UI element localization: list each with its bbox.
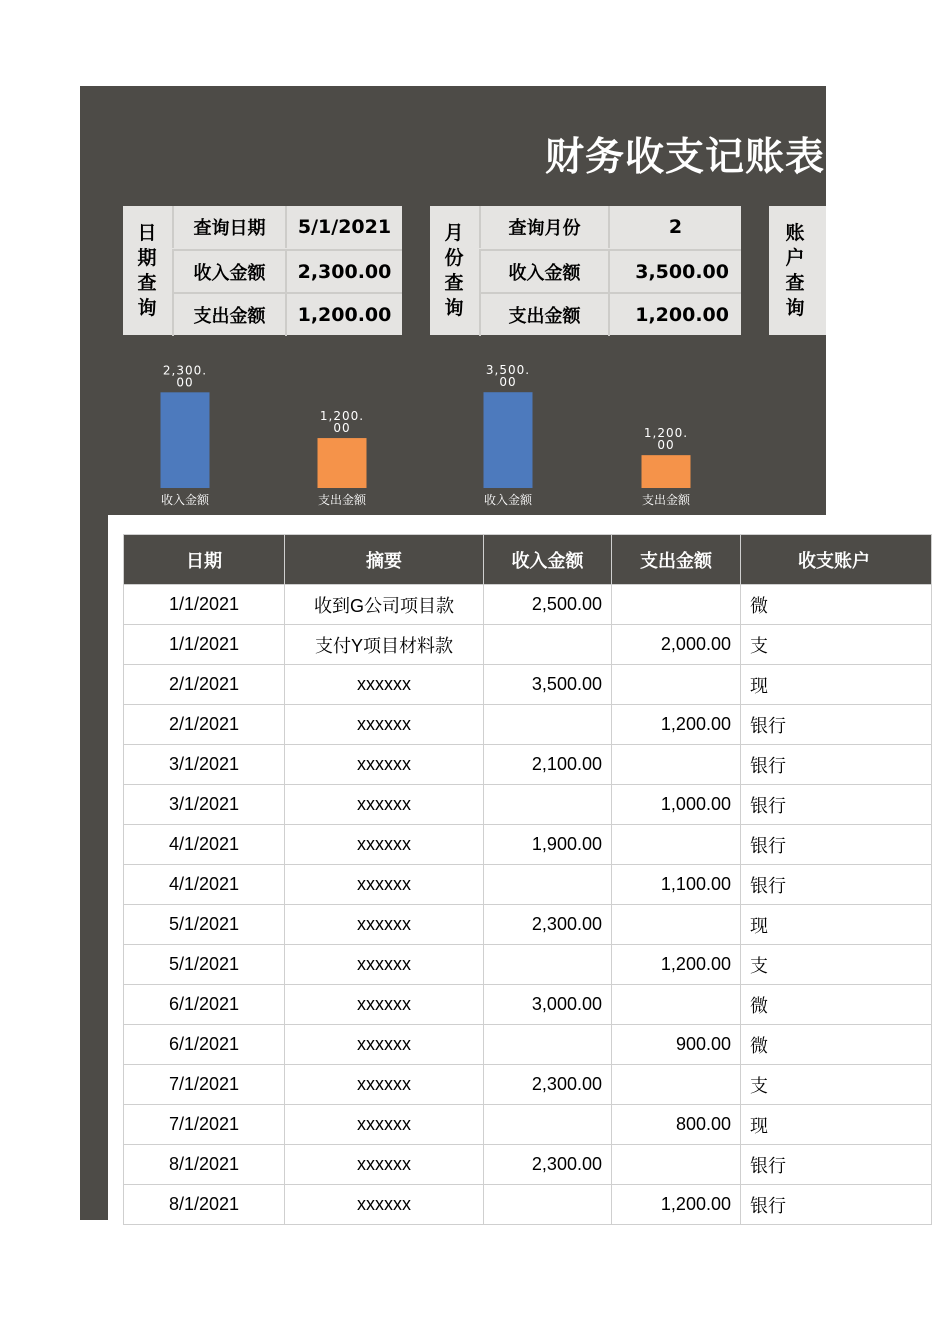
cell-income[interactable] — [484, 865, 612, 905]
cell-income[interactable] — [484, 785, 612, 825]
ledger-table-container — [123, 534, 870, 1224]
chart-data-label: 1,200. 00 — [643, 426, 689, 453]
cell-date[interactable]: 6/1/2021 — [124, 1025, 285, 1065]
cell-memo[interactable]: xxxxxx — [285, 825, 484, 865]
cell-expense[interactable]: 900.00 — [612, 1025, 741, 1065]
chart-bar — [161, 392, 210, 488]
month-expense-row — [479, 292, 741, 336]
column-header-date[interactable]: 日期 — [124, 535, 285, 585]
ledger-body — [124, 585, 932, 1225]
chart-category-label: 收入金额 — [160, 493, 210, 507]
cell-expense[interactable] — [612, 665, 741, 705]
cell-account[interactable]: 支 — [741, 625, 932, 665]
chart-category-label: 支出金额 — [317, 493, 367, 507]
cell-expense[interactable] — [612, 1145, 741, 1185]
cell-income[interactable] — [484, 1185, 612, 1225]
cell-account[interactable]: 微 — [741, 585, 932, 625]
cell-date[interactable]: 6/1/2021 — [124, 985, 285, 1025]
query-date-key: 查询日期 — [172, 206, 285, 248]
date-expense-key: 支出金额 — [172, 294, 285, 336]
cell-income[interactable] — [484, 625, 612, 665]
cell-expense[interactable]: 1,200.00 — [612, 945, 741, 985]
cell-memo[interactable]: xxxxxx — [285, 985, 484, 1025]
cell-memo[interactable]: 收到G公司项目款 — [285, 585, 484, 625]
cell-memo[interactable]: xxxxxx — [285, 665, 484, 705]
date-query-panel — [123, 206, 402, 335]
label-char: 查 — [137, 271, 157, 294]
cell-income[interactable]: 3,500.00 — [484, 665, 612, 705]
cell-date[interactable]: 4/1/2021 — [124, 825, 285, 865]
cell-memo[interactable]: xxxxxx — [285, 905, 484, 945]
cell-income[interactable] — [484, 1105, 612, 1145]
cell-expense[interactable] — [612, 585, 741, 625]
column-header-income[interactable]: 收入金额 — [484, 535, 612, 585]
cell-memo[interactable]: 支付Y项目材料款 — [285, 625, 484, 665]
cell-memo[interactable]: xxxxxx — [285, 1065, 484, 1105]
cell-expense[interactable] — [612, 745, 741, 785]
account-query-label — [769, 206, 821, 335]
date-expense-row — [172, 292, 402, 336]
page-title: 财务收支记账表 — [545, 135, 826, 180]
cell-expense[interactable] — [612, 985, 741, 1025]
cell-date[interactable]: 8/1/2021 — [124, 1185, 285, 1225]
cell-expense[interactable] — [612, 1065, 741, 1105]
cell-date[interactable]: 7/1/2021 — [124, 1105, 285, 1145]
cell-account[interactable]: 银行 — [741, 825, 932, 865]
cell-expense[interactable]: 800.00 — [612, 1105, 741, 1145]
cell-memo[interactable]: xxxxxx — [285, 1185, 484, 1225]
cell-account[interactable]: 微 — [741, 1025, 932, 1065]
table-row[interactable] — [124, 785, 932, 825]
cell-income[interactable]: 2,300.00 — [484, 1065, 612, 1105]
cell-income[interactable] — [484, 1025, 612, 1065]
table-row[interactable] — [124, 945, 932, 985]
cell-date[interactable]: 7/1/2021 — [124, 1065, 285, 1105]
month-income-value: 3,500.00 — [608, 251, 741, 293]
cell-date[interactable]: 2/1/2021 — [124, 665, 285, 705]
cell-account[interactable]: 现 — [741, 665, 932, 705]
chart-data-label: 1,200. 00 — [319, 409, 365, 436]
ledger-table — [123, 534, 932, 1225]
table-row[interactable] — [124, 1025, 932, 1065]
account-query-panel — [769, 206, 826, 335]
table-row[interactable] — [124, 1185, 932, 1225]
month-query-panel — [430, 206, 741, 335]
cell-income[interactable]: 2,300.00 — [484, 1145, 612, 1185]
chart-data-label: 3,500. 00 — [485, 363, 531, 390]
label-char: 期 — [137, 246, 157, 269]
table-row[interactable] — [124, 745, 932, 785]
cell-income[interactable]: 3,000.00 — [484, 985, 612, 1025]
month-expense-key: 支出金额 — [479, 294, 608, 336]
cell-memo[interactable]: xxxxxx — [285, 1105, 484, 1145]
cell-income[interactable]: 2,100.00 — [484, 745, 612, 785]
month-income-row — [479, 249, 741, 293]
cell-expense[interactable]: 1,200.00 — [612, 705, 741, 745]
date-expense-value: 1,200.00 — [285, 294, 402, 336]
cell-account[interactable]: 银行 — [741, 865, 932, 905]
cell-date[interactable]: 8/1/2021 — [124, 1145, 285, 1185]
cell-account[interactable]: 支 — [741, 945, 932, 985]
column-header-memo[interactable]: 摘要 — [285, 535, 484, 585]
cell-expense[interactable]: 1,000.00 — [612, 785, 741, 825]
cell-memo[interactable]: xxxxxx — [285, 745, 484, 785]
table-row[interactable] — [124, 985, 932, 1025]
table-row[interactable] — [124, 705, 932, 745]
label-char: 询 — [137, 296, 157, 319]
column-header-account[interactable]: 收支账户 — [741, 535, 932, 585]
cell-date[interactable]: 1/1/2021 — [124, 585, 285, 625]
month-income-key: 收入金额 — [479, 251, 608, 293]
cell-account[interactable]: 银行 — [741, 1185, 932, 1225]
date-query-label — [123, 206, 171, 335]
cell-memo[interactable]: xxxxxx — [285, 945, 484, 985]
table-row[interactable] — [124, 625, 932, 665]
label-char: 查 — [444, 271, 464, 294]
date-income-value: 2,300.00 — [285, 251, 402, 293]
label-char: 账 — [785, 221, 805, 244]
month-expense-value: 1,200.00 — [608, 294, 741, 336]
column-header-expense[interactable]: 支出金额 — [612, 535, 741, 585]
label-char: 份 — [444, 246, 464, 269]
cell-date[interactable]: 4/1/2021 — [124, 865, 285, 905]
cell-account[interactable]: 现 — [741, 1105, 932, 1145]
cell-income[interactable] — [484, 705, 612, 745]
chart-category-label: 支出金额 — [641, 493, 691, 507]
table-row[interactable] — [124, 585, 932, 625]
table-header-row — [124, 535, 932, 585]
cell-date[interactable]: 5/1/2021 — [124, 945, 285, 985]
chart-category-label: 收入金额 — [483, 493, 533, 507]
chart-bar — [484, 392, 533, 488]
cell-account[interactable]: 支 — [741, 1065, 932, 1105]
cell-memo[interactable]: xxxxxx — [285, 1145, 484, 1185]
label-char: 查 — [785, 271, 805, 294]
table-row[interactable] — [124, 1105, 932, 1145]
cell-account[interactable]: 现 — [741, 905, 932, 945]
cell-date[interactable]: 1/1/2021 — [124, 625, 285, 665]
date-income-row — [172, 249, 402, 293]
label-char: 日 — [137, 221, 157, 244]
cell-income[interactable]: 1,900.00 — [484, 825, 612, 865]
label-char: 月 — [444, 221, 464, 244]
cell-income[interactable]: 2,500.00 — [484, 585, 612, 625]
cell-expense[interactable]: 1,200.00 — [612, 1185, 741, 1225]
chart-bar — [318, 438, 367, 488]
table-row[interactable] — [124, 1065, 932, 1105]
label-char: 户 — [785, 246, 805, 269]
query-date-input[interactable]: 5/1/2021 — [285, 206, 402, 248]
cell-memo[interactable]: xxxxxx — [285, 1025, 484, 1065]
cell-memo[interactable]: xxxxxx — [285, 705, 484, 745]
cell-income[interactable] — [484, 945, 612, 985]
table-row[interactable] — [124, 905, 932, 945]
query-month-key: 查询月份 — [479, 206, 608, 248]
cell-expense[interactable] — [612, 905, 741, 945]
cell-expense[interactable]: 1,100.00 — [612, 865, 741, 905]
cell-expense[interactable]: 2,000.00 — [612, 625, 741, 665]
left-strip — [80, 515, 108, 1220]
cell-date[interactable]: 5/1/2021 — [124, 905, 285, 945]
table-row[interactable] — [124, 825, 932, 865]
title-bar — [80, 86, 826, 204]
cell-date[interactable]: 3/1/2021 — [124, 745, 285, 785]
label-char: 询 — [444, 296, 464, 319]
cell-memo[interactable]: xxxxxx — [285, 785, 484, 825]
cell-date[interactable]: 3/1/2021 — [124, 785, 285, 825]
cell-account[interactable]: 银行 — [741, 705, 932, 745]
cell-expense[interactable] — [612, 825, 741, 865]
query-charts — [80, 336, 826, 514]
cell-account[interactable]: 银行 — [741, 745, 932, 785]
cell-account[interactable]: 银行 — [741, 1145, 932, 1185]
table-row[interactable] — [124, 665, 932, 705]
cell-date[interactable]: 2/1/2021 — [124, 705, 285, 745]
chart-bar — [642, 455, 691, 488]
cell-memo[interactable]: xxxxxx — [285, 865, 484, 905]
query-date-row — [172, 206, 402, 248]
chart-data-label: 2,300. 00 — [162, 363, 208, 390]
query-month-input[interactable]: 2 — [608, 206, 741, 248]
month-query-label — [430, 206, 478, 335]
date-income-key: 收入金额 — [172, 251, 285, 293]
cell-account[interactable]: 银行 — [741, 785, 932, 825]
table-row[interactable] — [124, 1145, 932, 1185]
cell-account[interactable]: 微 — [741, 985, 932, 1025]
label-char: 询 — [785, 296, 805, 319]
table-row[interactable] — [124, 865, 932, 905]
query-month-row — [479, 206, 741, 248]
cell-income[interactable]: 2,300.00 — [484, 905, 612, 945]
